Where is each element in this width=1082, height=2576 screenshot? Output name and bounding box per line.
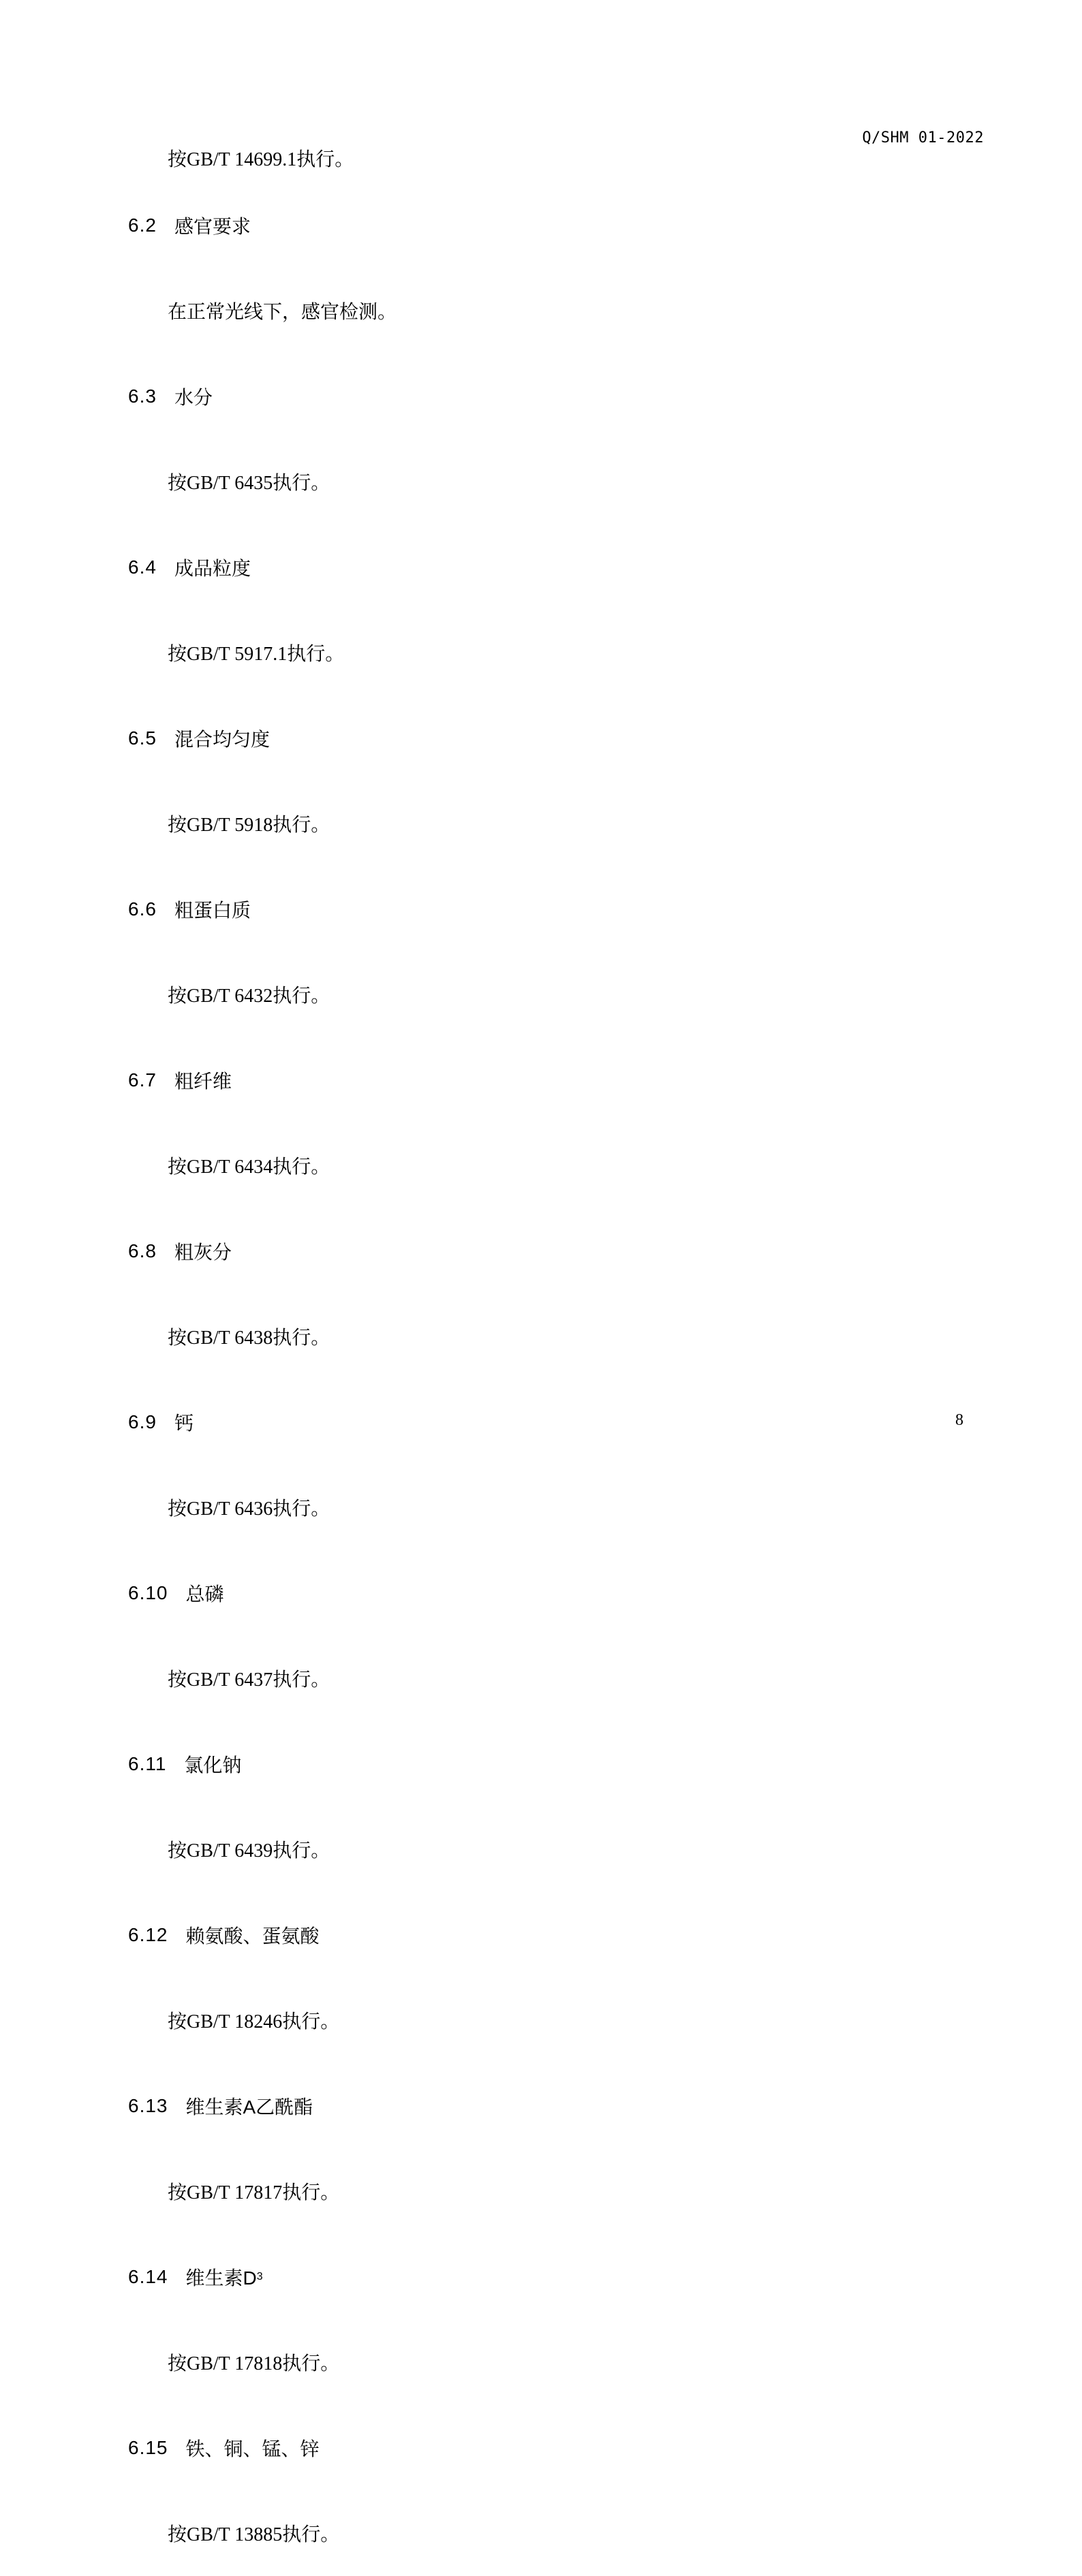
section-title: 钙: [174, 1409, 194, 1436]
section-heading: [128, 1379, 984, 1465]
section-number: 6.14: [128, 2266, 168, 2288]
section-title: 混合均匀度: [174, 725, 270, 752]
section-heading: [128, 2405, 984, 2491]
section-heading: [128, 2063, 984, 2149]
section-title: 成品粒度: [174, 554, 251, 581]
section-title: 维生素D: [186, 2263, 257, 2291]
section-title: 粗灰分: [174, 1238, 232, 1265]
body-line: 按GB/T 14699.1执行。: [128, 144, 984, 183]
section-number: 6.12: [128, 1924, 168, 1946]
section-number: 6.11: [128, 1753, 166, 1775]
section-title: 粗纤维: [174, 1067, 232, 1094]
section-number: 6.4: [128, 556, 157, 578]
body-line: 按GB/T 6432执行。: [128, 952, 984, 1038]
document-id: Q/SHM 01-2022: [862, 129, 984, 146]
body-line: 按GB/T 6439执行。: [128, 1807, 984, 1893]
section-number: 6.5: [128, 727, 157, 749]
subscript: 3: [257, 2271, 263, 2283]
document-body: [128, 144, 984, 2576]
section-title: 氯化钠: [184, 1750, 241, 1778]
section-heading: [128, 1721, 984, 1807]
body-line: 按GB/T 5917.1执行。: [128, 610, 984, 696]
body-line: 按GB/T 6435执行。: [128, 439, 984, 525]
section-heading: [128, 1037, 984, 1123]
body-line: 在正常光线下，感官检测。: [128, 268, 984, 354]
page-number: 8: [955, 1411, 963, 1430]
section-heading: [128, 2234, 984, 2320]
section-number: 6.9: [128, 1411, 157, 1433]
section-heading: [128, 1892, 984, 1978]
section-title: 感官要求: [174, 212, 251, 239]
section-heading: [128, 524, 984, 610]
body-line: 按GB/T 5918执行。: [128, 781, 984, 867]
section-heading: [128, 695, 984, 781]
section-number: 6.8: [128, 1240, 157, 1262]
section-heading: [128, 183, 984, 268]
section-title: 赖氨酸、蛋氨酸: [186, 1921, 320, 1949]
body-line: 按GB/T 6437执行。: [128, 1636, 984, 1722]
section-title: 铁、铜、锰、锌: [186, 2434, 320, 2462]
section-heading: [128, 1550, 984, 1636]
body-line: 按GB/T 17818执行。: [128, 2320, 984, 2406]
section-title: 维生素A乙酰酯: [186, 2092, 313, 2120]
body-line: 按GB/T 18246执行。: [128, 1978, 984, 2064]
section-number: 6.10: [128, 1582, 168, 1604]
section-title: 总磷: [186, 1580, 224, 1607]
section-number: 6.15: [128, 2437, 168, 2459]
section-number: 6.13: [128, 2095, 168, 2117]
section-number: 6.3: [128, 386, 157, 407]
section-number: 6.2: [128, 215, 157, 236]
section-heading: [128, 1208, 984, 1294]
section-title: 水分: [174, 383, 213, 410]
body-line: 按GB/T 6436执行。: [128, 1465, 984, 1551]
body-line: 按GB/T 6438执行。: [128, 1294, 984, 1380]
section-number: 6.6: [128, 898, 157, 920]
body-line: 按GB/T 13885执行。: [128, 2491, 984, 2576]
section-heading: [128, 354, 984, 439]
section-number: 6.7: [128, 1069, 157, 1091]
section-title: 粗蛋白质: [174, 896, 251, 923]
section-heading: [128, 866, 984, 952]
body-line: 按GB/T 6434执行。: [128, 1123, 984, 1209]
body-line: 按GB/T 17817执行。: [128, 2149, 984, 2235]
